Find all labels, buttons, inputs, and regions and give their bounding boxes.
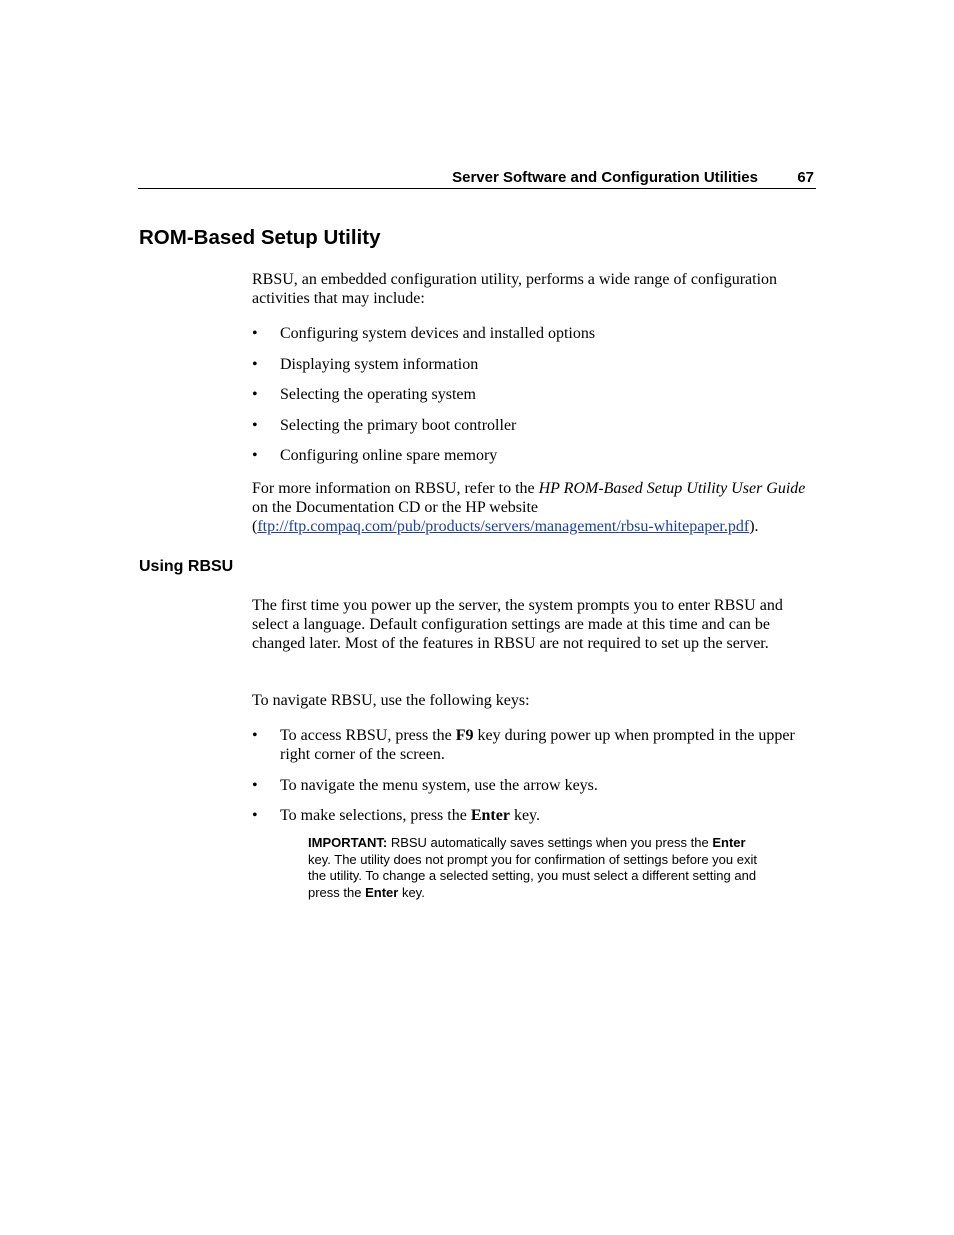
key-text-post: key. <box>509 807 540 824</box>
important-note <box>308 835 758 902</box>
list-item-text: Selecting the operating system <box>280 386 476 403</box>
running-header <box>138 168 816 189</box>
bullet-icon: • <box>252 325 258 342</box>
bullet-icon: • <box>252 807 258 824</box>
key-f9: F9 <box>455 727 474 744</box>
list-item <box>252 355 814 374</box>
list-item <box>252 385 814 404</box>
key-text-pre: To access RBSU, press the <box>280 727 456 744</box>
whitepaper-link[interactable]: ftp://ftp.compaq.com/pub/products/servers/management/rbsu-whitepaper.pdf <box>257 518 750 535</box>
key-enter: Enter <box>470 807 510 824</box>
page-number: 67 <box>797 169 814 186</box>
close-paren: ). <box>749 518 759 535</box>
list-item <box>252 726 814 764</box>
list-item-text: To navigate the menu system, use the arrow keys. <box>280 776 598 794</box>
more-info-paragraph <box>252 479 814 536</box>
guide-title: HP ROM-Based Setup Utility User Guide <box>538 480 806 497</box>
bullet-icon: • <box>252 386 258 403</box>
bullet-icon: • <box>252 355 258 373</box>
list-item <box>252 776 814 795</box>
section-title: ROM-Based Setup Utility <box>139 226 381 249</box>
list-item <box>252 446 814 465</box>
key-text-pre: To make selections, press the <box>280 807 471 824</box>
open-paren: ( <box>252 518 258 535</box>
note-text: key. The utility does not prompt you for confirmation of settings before you exit the utility. To change a selected setting, you must select a different setting and press the <box>308 851 757 901</box>
intro-paragraph: RBSU, an embedded configuration utility, performs a wide range of configuration activities that may include: <box>252 271 778 307</box>
note-label: IMPORTANT: <box>308 835 388 850</box>
header-title: Server Software and Configuration Utilities <box>452 169 758 186</box>
more-info-middle: on the Documentation CD or the HP website <box>252 499 539 516</box>
bullet-icon: • <box>252 447 258 464</box>
note-key: Enter <box>365 885 399 901</box>
note-text: RBSU automatically saves settings when you press the <box>387 835 713 850</box>
navigate-paragraph: To navigate RBSU, use the following keys: <box>252 692 530 709</box>
activities-list <box>252 324 814 477</box>
key-text-post: key during power up when prompted in the upper right corner of the screen. <box>280 727 795 763</box>
bullet-icon: • <box>252 776 258 794</box>
list-item <box>252 416 814 435</box>
first-time-paragraph: The first time you power up the server, the system prompts you to enter RBSU and select a language. Default configuration settings are made at this time and can be changed later. Most of the features in RBSU are not required to set up the server. <box>252 597 783 652</box>
list-item <box>252 324 814 343</box>
subsection-title: Using RBSU <box>139 558 234 575</box>
more-info-prefix: For more information on RBSU, refer to the <box>252 480 539 497</box>
bullet-icon: • <box>252 727 258 744</box>
list-item-text: Displaying system information <box>280 355 479 373</box>
note-text: key. <box>398 885 425 901</box>
keys-list <box>252 726 814 837</box>
list-item <box>252 806 814 825</box>
bullet-icon: • <box>252 416 258 434</box>
list-item-text: Configuring online spare memory <box>280 447 498 464</box>
note-key: Enter <box>712 835 746 850</box>
list-item-text: Selecting the primary boot controller <box>280 416 517 434</box>
list-item-text: Configuring system devices and installed options <box>280 325 596 342</box>
